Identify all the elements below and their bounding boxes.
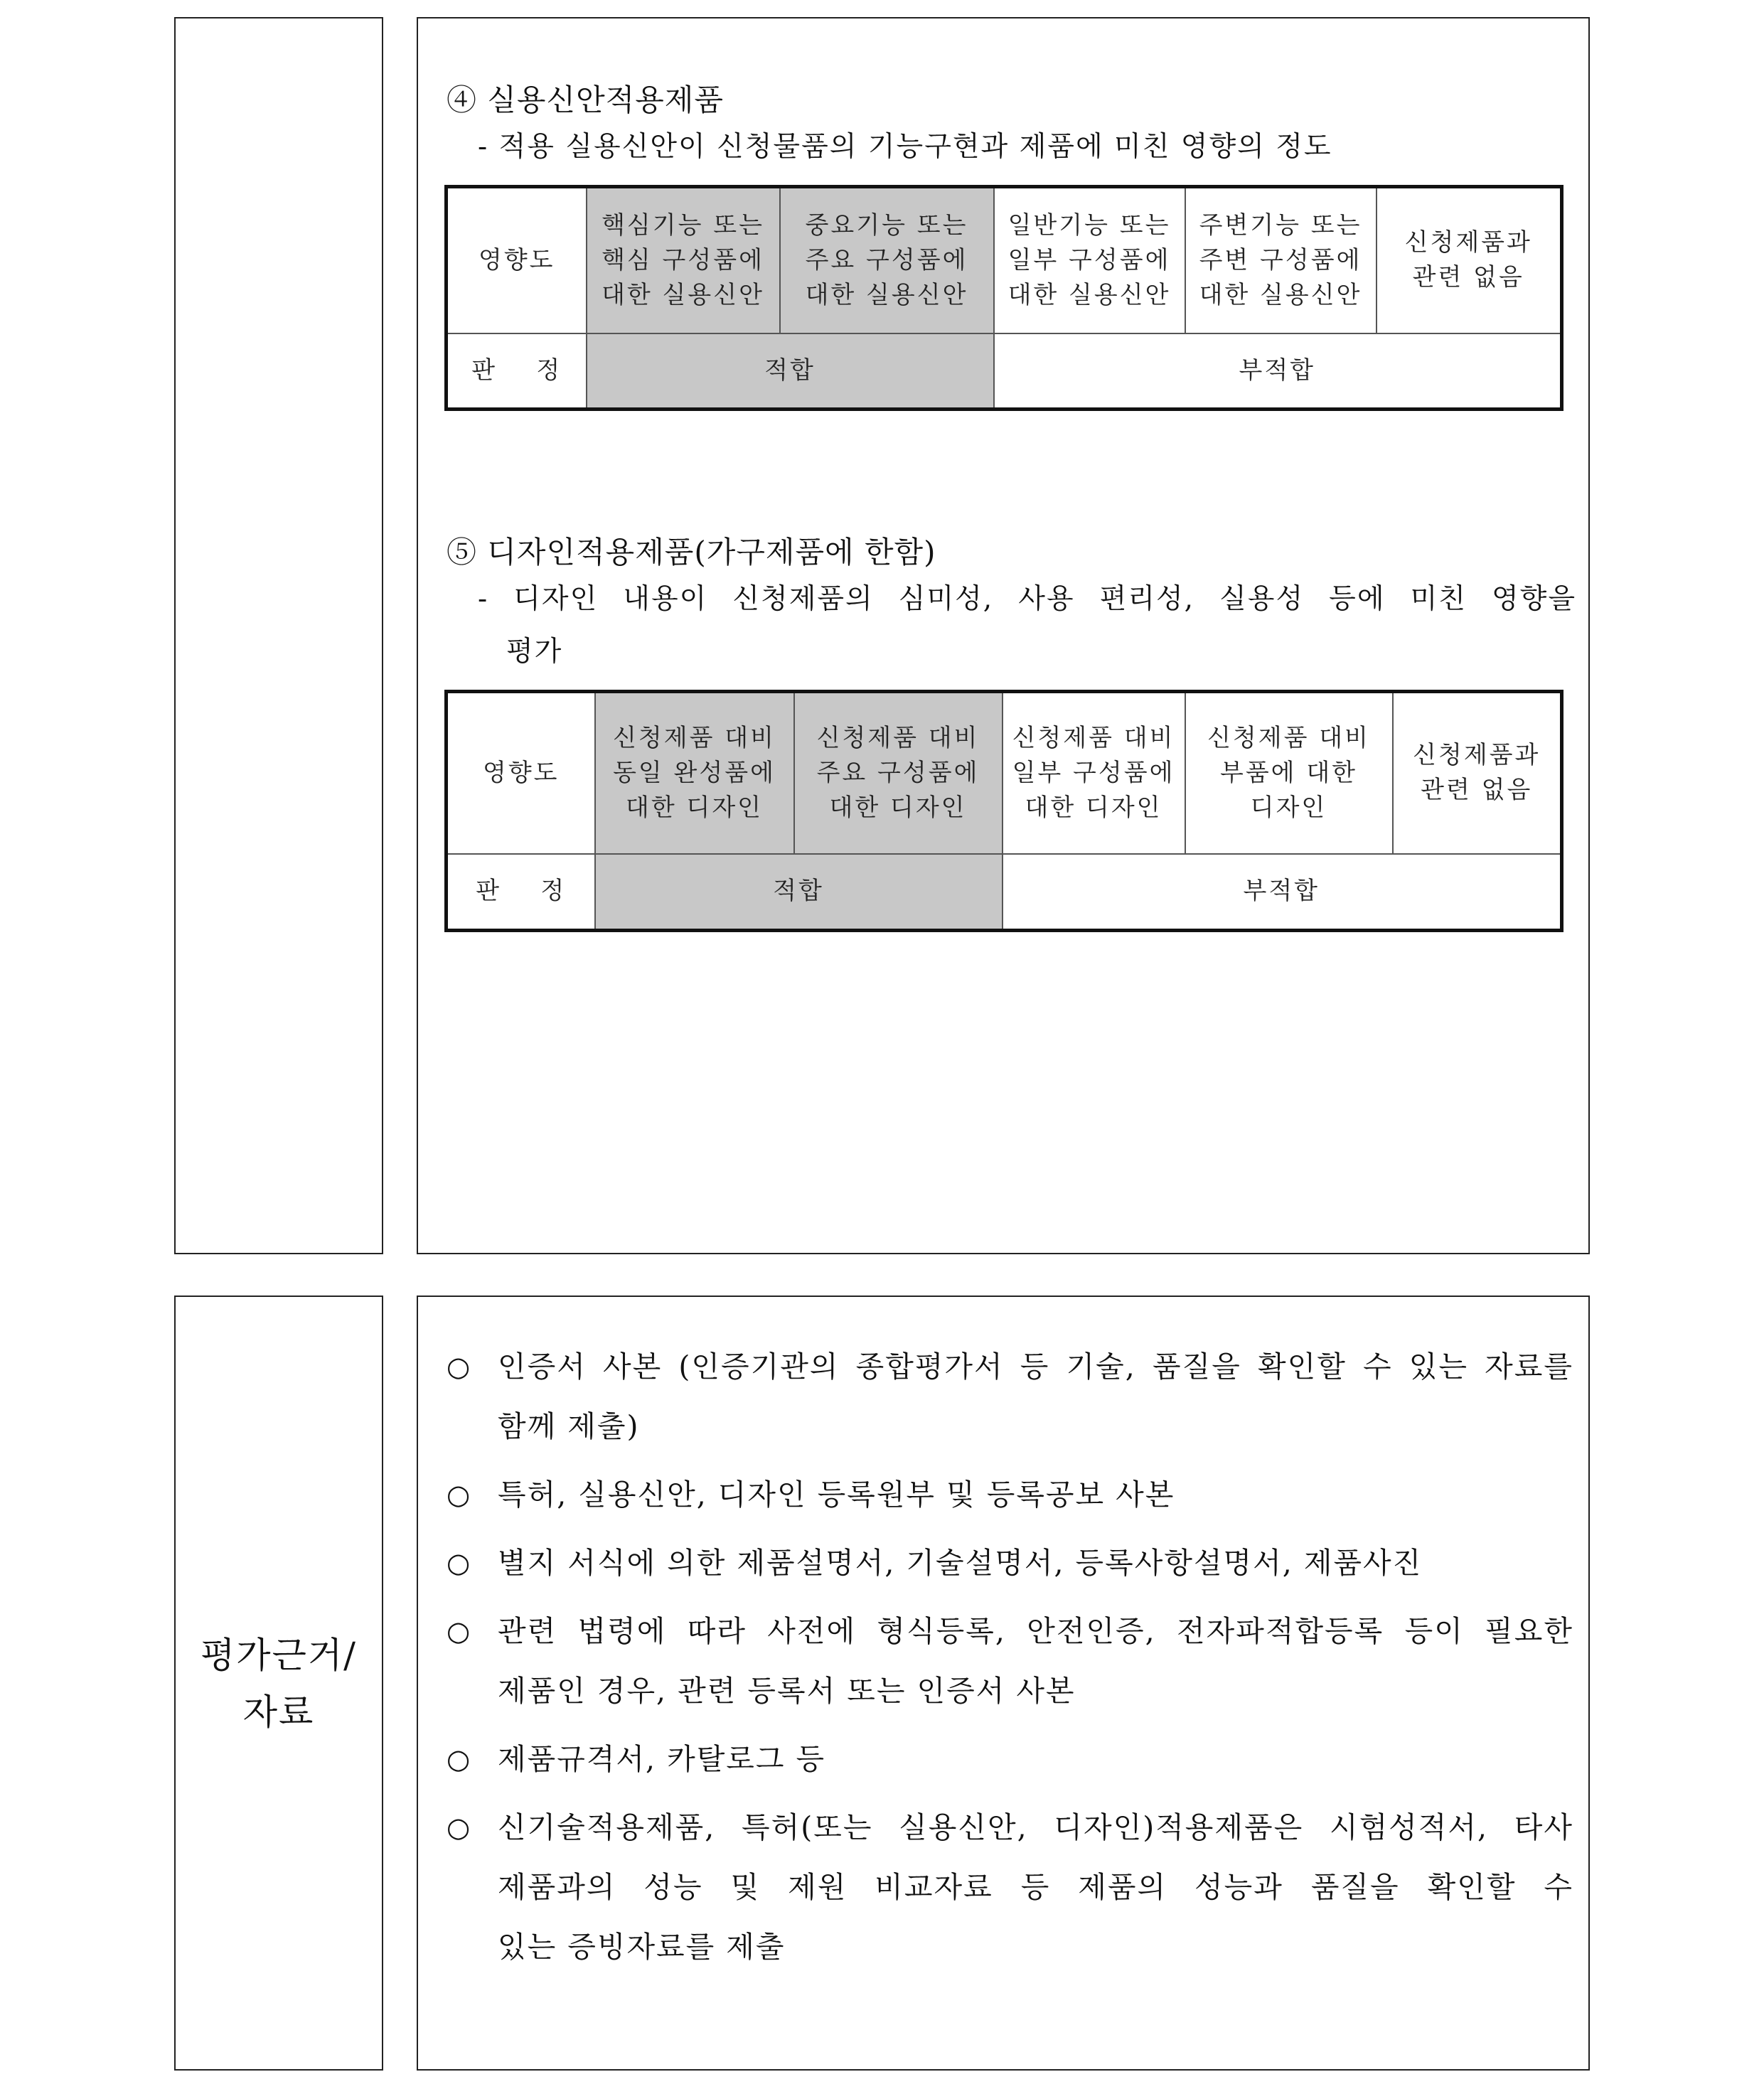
row-header-impact: 영향도 <box>447 187 587 333</box>
impact-level-4: 주변기능 또는 주변 구성품에 대한 실용신안 <box>1185 187 1377 333</box>
circle-bullet-icon: ○ <box>447 1547 472 1578</box>
judgment-pass: 적합 <box>595 854 1003 931</box>
list-item: ○ 관련 법령에 따라 사전에 형식등록, 안전인증, 전자파적합등록 등이 필요한 제품인 경우, 관련 등록서 또는 인증서 사본 <box>447 1601 1573 1721</box>
judgment-pass: 적합 <box>587 333 994 410</box>
impact-level-4: 신청제품 대비 부품에 대한 디자인 <box>1185 692 1393 854</box>
impact-row <box>447 692 1562 854</box>
list-item: ○ 특허, 실용신안, 디자인 등록원부 및 등록공보 사본 <box>447 1465 1573 1524</box>
impact-level-5: 신청제품과 관련 없음 <box>1393 692 1562 854</box>
section4-description <box>478 121 1505 173</box>
circle-bullet-icon: ○ <box>447 1479 472 1510</box>
impact-level-1: 핵심기능 또는 핵심 구성품에 대한 실용신안 <box>587 187 780 333</box>
list-item: ○ 인증서 사본 (인증기관의 종합평가서 등 기술, 품질을 확인할 수 있는 자료를 함께 제출) <box>447 1337 1573 1456</box>
judgment-fail: 부적합 <box>994 333 1562 410</box>
row-header-judgment: 판 정 <box>447 333 587 410</box>
circle-bullet-icon: ○ <box>447 1812 472 1843</box>
section5-description <box>478 573 1576 678</box>
circle-bullet-icon: ○ <box>447 1351 472 1382</box>
row-header-impact: 영향도 <box>447 692 595 854</box>
section4-description-line: - 적용 실용신안이 신청물품의 기능구현과 제품에 미친 영향의 정도 <box>478 131 1332 163</box>
circle-bullet-icon: ○ <box>447 1615 472 1647</box>
criteria-label-cell-top <box>174 17 383 1254</box>
impact-level-1: 신청제품 대비 동일 완성품에 대한 디자인 <box>595 692 794 854</box>
impact-level-2: 신청제품 대비 주요 구성품에 대한 디자인 <box>794 692 1003 854</box>
row-header-judgment: 판 정 <box>447 854 595 931</box>
list-item: ○ 제품규격서, 카탈로그 등 <box>447 1729 1573 1789</box>
section5-impact-table <box>444 690 1563 932</box>
impact-level-5: 신청제품과 관련 없음 <box>1377 187 1562 333</box>
section5-heading: ⑤ 디자인적용제품(가구제품에 한함) <box>447 535 936 570</box>
list-item: ○ 별지 서식에 의한 제품설명서, 기술설명서, 등록사항설명서, 제품사진 <box>447 1533 1573 1593</box>
section5-description-line: - 디자인 내용이 신청제품의 심미성, 사용 편리성, 실용성 등에 미친 영향을 <box>478 583 1576 615</box>
list-item: ○ 신기술적용제품, 특허(또는 실용신안, 디자인)적용제품은 시험성적서, 타사 제품과의 성능 및 제원 비교자료 등 제품의 성능과 품질을 확인할 수 있는 증빙자료를 제출 <box>447 1797 1573 1977</box>
impact-row <box>447 187 1562 333</box>
section5-description-line: 평가 <box>506 636 563 668</box>
section4-impact-table <box>444 185 1563 411</box>
judgment-fail: 부적합 <box>1003 854 1562 931</box>
circle-bullet-icon: ○ <box>447 1743 472 1775</box>
section4-heading: ④ 실용신안적용제품 <box>447 82 724 117</box>
impact-level-3: 신청제품 대비 일부 구성품에 대한 디자인 <box>1003 692 1185 854</box>
evidence-list <box>447 1337 1573 1985</box>
impact-level-3: 일반기능 또는 일부 구성품에 대한 실용신안 <box>994 187 1185 333</box>
judgment-row <box>447 333 1562 410</box>
evidence-label: 평가근거/ 자료 <box>200 1635 358 1733</box>
impact-level-2: 중요기능 또는 주요 구성품에 대한 실용신안 <box>780 187 994 333</box>
judgment-row <box>447 854 1562 931</box>
